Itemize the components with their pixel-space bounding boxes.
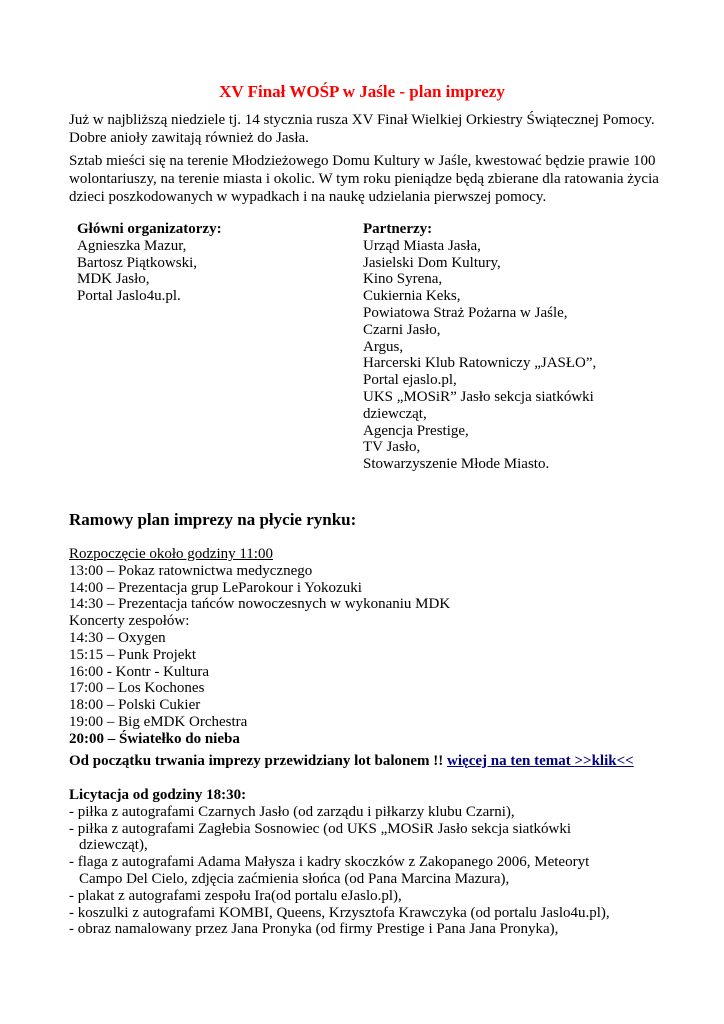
auction-heading: Licytacja od godziny 18:30:: [69, 787, 247, 803]
auction-section: [69, 787, 679, 938]
organizers-list: [77, 221, 327, 305]
auction-item: - plakat z autografami zespołu Ira(od portalu eJaslo.pl),: [69, 887, 402, 904]
auction-item: - obraz namalowany przez Jana Pronyka (od firmy Prestige i Pana Jana Pronyka),: [69, 921, 559, 938]
intro-paragraph-1: [69, 111, 659, 147]
organizer-item: MDK Jasło,: [77, 271, 150, 288]
partner-item: Stowarzyszenie Młode Miasto.: [363, 456, 550, 473]
schedule-final: 20:00 – Światełko do nieba: [69, 730, 240, 747]
intro-line: dzieci poszkodowanych w wypadkach i na naukę udzielania pierwszej pomocy.: [69, 189, 547, 205]
schedule-item: 14:00 – Prezentacja grup LeParokour i Yokozuki: [69, 579, 362, 596]
intro-line: Już w najbliższą niedziele tj. 14 stycznia rusza XV Finał Wielkiej Orkiestry Świątecznej Pomocy.: [69, 112, 655, 128]
intro-line: Sztab mieści się na terenie Młodzieżowego Domu Kultury w Jaśle, kwestować będzie prawie 100: [69, 153, 656, 169]
auction-item-continuation: Campo Del Cielo, zdjęcia zaćmienia słońca (od Pana Marcina Mazura),: [79, 870, 510, 887]
schedule-item: 18:00 – Polski Cukier: [69, 697, 201, 714]
schedule-item: 16:00 - Kontr - Kultura: [69, 663, 209, 680]
intro-line: Dobre anioły zawitają również do Jasła.: [69, 130, 309, 146]
partner-item: Urząd Miasta Jasła,: [363, 237, 481, 254]
partner-item: dziewcząt,: [363, 405, 427, 422]
organizer-item: Agnieszka Mazur,: [77, 237, 187, 254]
schedule-start: Rozpoczęcie około godziny 11:00: [69, 546, 273, 562]
schedule-item: 19:00 – Big eMDK Orchestra: [69, 713, 248, 730]
more-info-link[interactable]: więcej na ten temat >>klik<<: [447, 753, 634, 769]
partner-item: Harcerski Klub Ratowniczy „JASŁO”,: [363, 355, 597, 372]
partner-item: UKS „MOSiR” Jasło sekcja siatkówki: [363, 388, 594, 405]
schedule-item: 17:00 – Los Kochones: [69, 680, 205, 697]
auction-item: - piłka z autografami Czarnych Jasło (od zarządu i piłkarzy klubu Czarni),: [69, 803, 515, 820]
organizer-item: Portal Jaslo4u.pl.: [77, 288, 181, 305]
intro-line: wolontariuszy, na terenie miasta i okolic. W tym roku pieniądze będą zbierane dla ratowania życia: [69, 171, 659, 187]
auction-item: - koszulki z autografami KOMBI, Queens, Krzysztofa Krawczyka (od portalu Jaslo4u.pl),: [69, 904, 610, 921]
partners-title: Partnerzy:: [363, 221, 433, 237]
schedule-item: Koncerty zespołów:: [69, 613, 190, 630]
schedule-heading: Ramowy plan imprezy na płycie rynku:: [69, 510, 357, 529]
partner-item: Powiatowa Straż Pożarna w Jaśle,: [363, 304, 568, 321]
organizer-item: Bartosz Piątkowski,: [77, 254, 197, 271]
intro-paragraph-2: [69, 152, 659, 206]
partner-item: Jasielski Dom Kultury,: [363, 254, 501, 271]
partner-item: Agencja Prestige,: [363, 422, 469, 439]
partner-item: Cukiernia Keks,: [363, 288, 461, 305]
schedule-item: 13:00 – Pokaz ratownictwa medycznego: [69, 562, 313, 579]
page-title: XV Finał WOŚP w Jaśle - plan imprezy: [219, 82, 505, 101]
partners-list: [363, 221, 663, 473]
partner-item: Czarni Jasło,: [363, 321, 441, 338]
schedule-list: [69, 546, 669, 748]
schedule-item: 15:15 – Punk Projekt: [69, 646, 197, 663]
partner-item: Portal ejaslo.pl,: [363, 372, 457, 389]
auction-item: - piłka z autografami Zagłebia Sosnowiec (od UKS „MOSiR Jasło sekcja siatkówki: [69, 820, 571, 837]
balloon-text: Od początku trwania imprezy przewidziany lot balonem !!: [69, 753, 444, 769]
organizers-title: Główni organizatorzy:: [77, 221, 222, 237]
schedule-item: 14:30 – Oxygen: [69, 629, 166, 646]
partner-item: Kino Syrena,: [363, 271, 443, 288]
partner-item: TV Jasło,: [363, 439, 421, 456]
auction-item: - flaga z autografami Adama Małysza i kadry skoczków z Zakopanego 2006, Meteoryt: [69, 854, 590, 871]
auction-item-continuation: dziewcząt),: [79, 837, 148, 854]
schedule-item: 14:30 – Prezentacja tańców nowoczesnych w wykonaniu MDK: [69, 596, 451, 613]
partner-item: Argus,: [363, 338, 404, 355]
balloon-announcement: [69, 753, 634, 770]
